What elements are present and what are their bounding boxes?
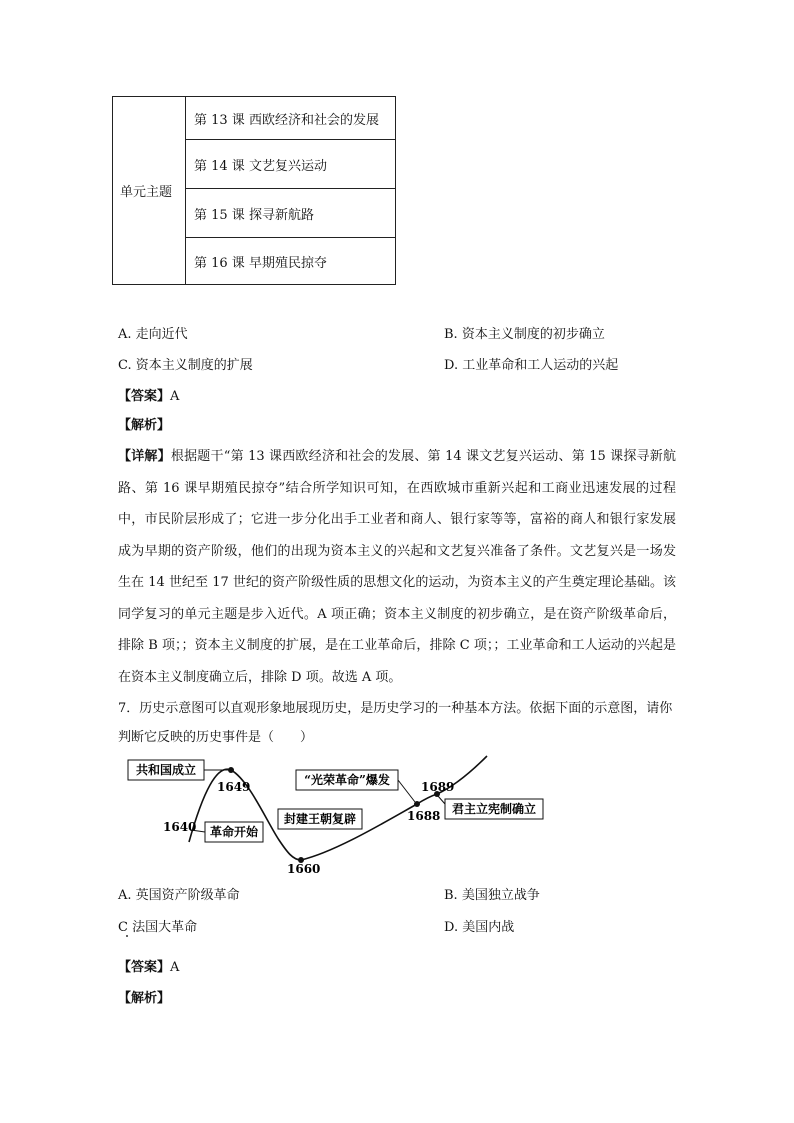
pointer-glorious: [398, 780, 415, 802]
q6-answer-value: A: [170, 389, 180, 404]
label-restoration: 封建王朝复辟: [283, 812, 357, 826]
label-revolution-start: 革命开始: [209, 825, 259, 839]
q6-detail-text: 根据题干“第 13 课西欧经济和社会的发展、第 14 课文艺复兴运动、第 15 课探寻新航路、第 16 课早期殖民掠夺”结合所学知识可知，在西欧城市重新兴起和工商业迅速发展的过程中，市民阶层形成了；它进一步分化出手工业者和商人、银行家等等，富裕的商人和银行家发展成为早期的资产阶级，他们的出现为资本主义的兴起和文艺复兴准备了条件。文艺复兴是一场发生在 14 世纪至 17 世纪的资产阶级性质的思想文化的运动，为资本主义的产生奠定理论基础。该同学复习的单元主题是步入近代。A 项正确；资本主义制度的初步确立，是在资产阶级革命后，排除 B 项；；资本主义制度的扩展，是在工业革命后，排除 C 项；；工业革命和工人运动的兴起是在资本主义制度确立后，排除 D 项。故选 A 项。: [118, 449, 676, 685]
q7-stem: 7．历史示意图可以直观形象地展现历史，是历史学习的一种基本方法。依据下面的示意图，请你判断它反映的历史事件是（ ）: [118, 701, 673, 745]
q6-option-a: A. 走向近代: [118, 327, 188, 342]
q7-analysis-label: 【解析】: [118, 991, 171, 1006]
english-revolution-diagram: [125, 752, 565, 878]
lesson-14: 第 14 课 文艺复兴运动: [186, 140, 396, 189]
year-1689: 1689: [421, 780, 455, 794]
q7-answer: [118, 956, 179, 975]
label-glorious: “光荣革命”爆发: [304, 773, 390, 787]
pointer-constitutional: [438, 796, 445, 804]
label-constitutional: 君主立宪制确立: [451, 802, 537, 816]
stray-dot: [126, 935, 128, 937]
q7-option-d: D. 美国内战: [444, 920, 515, 935]
lesson-15: 第 15 课 探寻新航路: [186, 189, 396, 238]
lesson-13: 第 13 课 西欧经济和社会的发展: [186, 97, 396, 140]
unit-table: [112, 96, 396, 285]
year-1688: 1688: [407, 809, 441, 823]
q7-option-b: B. 美国独立战争: [444, 888, 540, 903]
unit-theme-header: 单元主题: [113, 97, 186, 285]
q6-answer: [118, 385, 179, 404]
label-republic: 共和国成立: [135, 763, 197, 777]
lesson-16: 第 16 课 早期殖民掠夺: [186, 238, 396, 285]
q7-answer-value: A: [170, 960, 180, 975]
year-1640: 1640: [163, 820, 197, 834]
q7-option-a: A. 英国资产阶级革命: [118, 888, 240, 903]
q6-detail-label: 【详解】: [118, 449, 171, 464]
year-1660: 1660: [287, 862, 321, 876]
q7-option-c: C 法国大革命: [118, 920, 198, 935]
q6-option-b: B. 资本主义制度的初步确立: [444, 327, 605, 342]
q6-option-c: C. 资本主义制度的扩展: [118, 358, 253, 373]
q6-option-d: D. 工业革命和工人运动的兴起: [444, 358, 619, 373]
q7-answer-label: 【答案】: [118, 960, 171, 975]
q6-analysis-label: 【解析】: [118, 418, 171, 433]
q6-detail-paragraph: [118, 441, 676, 693]
year-1649: 1649: [217, 780, 251, 794]
q6-answer-label: 【答案】: [118, 389, 171, 404]
